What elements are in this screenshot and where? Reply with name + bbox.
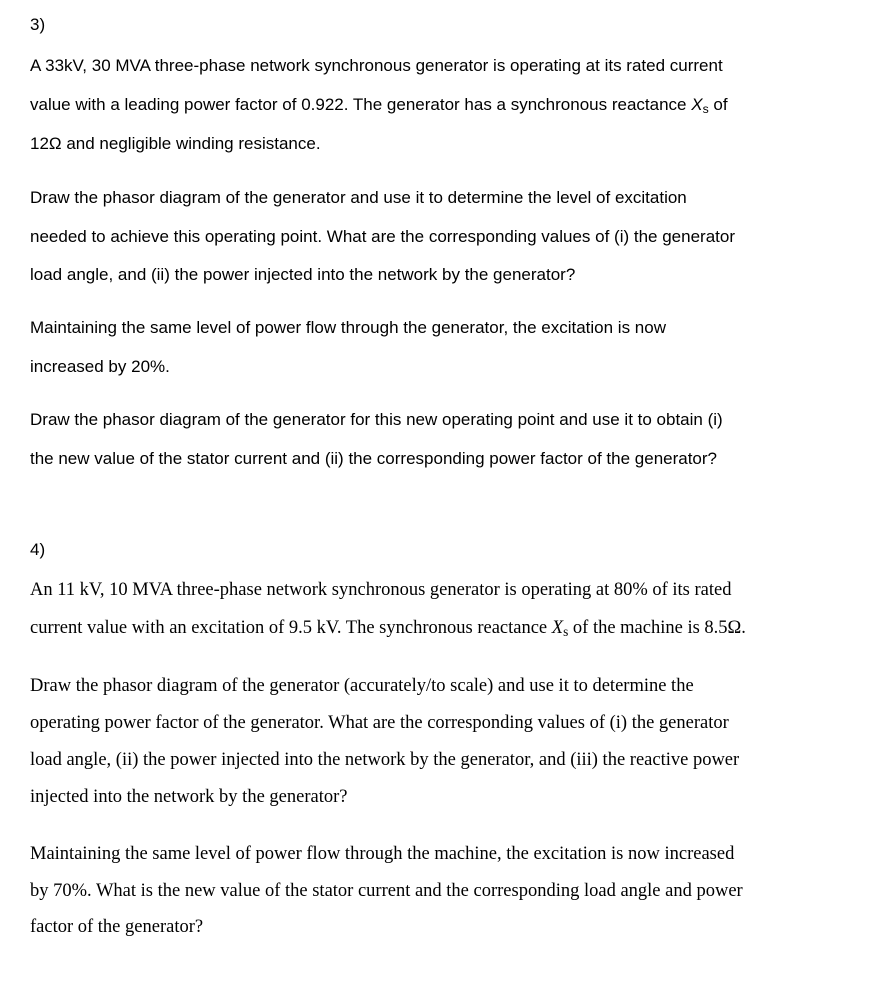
q4-p2-line-1: Draw the phasor diagram of the generator (accurately/to scale) and use it to determine the	[30, 676, 694, 696]
q4-p2-line-4: injected into the network by the generator?	[30, 787, 348, 807]
q4-p1-line-2	[30, 618, 746, 639]
q4-p1-line-2-end: of the machine is 8.5Ω.	[568, 618, 746, 638]
q3-p3-line-1: Maintaining the same level of power flow through the generator, the excitation is now	[30, 318, 666, 337]
q4-p3-line-3: factor of the generator?	[30, 917, 204, 937]
q4-p2-line-2: operating power factor of the generator. What are the corresponding values of (i) the generator	[30, 713, 729, 733]
question-3-number: 3)	[30, 15, 46, 34]
q3-p1-line-1: A 33kV, 30 MVA three-phase network synchronous generator is operating at its rated current	[30, 56, 723, 75]
reactance-symbol: X	[691, 95, 703, 114]
q3-p2-line-2: needed to achieve this operating point. What are the corresponding values of (i) the generator	[30, 227, 735, 246]
question-4-number: 4)	[30, 540, 46, 559]
q3-p1-line-3: 12Ω and negligible winding resistance.	[30, 134, 321, 153]
q3-p2-line-1: Draw the phasor diagram of the generator and use it to determine the level of excitation	[30, 188, 687, 207]
q3-p1-line-2	[30, 95, 728, 115]
reactance-symbol: X	[551, 618, 564, 638]
q4-p1-line-2-text: current value with an excitation of 9.5 kV. The synchronous reactance	[30, 618, 552, 638]
q3-p4-line-1: Draw the phasor diagram of the generator for this new operating point and use it to obtain (i)	[30, 410, 723, 429]
q3-p4-line-2: the new value of the stator current and (ii) the corresponding power factor of the generator?	[30, 449, 718, 468]
reactance-subscript: s	[563, 624, 569, 640]
q4-p3-line-2: by 70%. What is the new value of the stator current and the corresponding load angle and power	[30, 881, 743, 901]
q3-p2-line-3: load angle, and (ii) the power injected into the network by the generator?	[30, 265, 576, 284]
q4-p1-line-1: An 11 kV, 10 MVA three-phase network synchronous generator is operating at 80% of its rated	[30, 580, 732, 600]
q3-p1-line-2-text: value with a leading power factor of 0.922. The generator has a synchronous reactance	[30, 95, 692, 114]
q3-p3-line-2: increased by 20%.	[30, 357, 170, 376]
reactance-subscript: s	[702, 102, 709, 117]
q4-p2-line-3: load angle, (ii) the power injected into the network by the generator, and (iii) the reactive power	[30, 750, 740, 770]
q4-p3-line-1: Maintaining the same level of power flow through the machine, the excitation is now increased	[30, 844, 735, 864]
q3-p1-line-2-end: of	[708, 95, 728, 114]
